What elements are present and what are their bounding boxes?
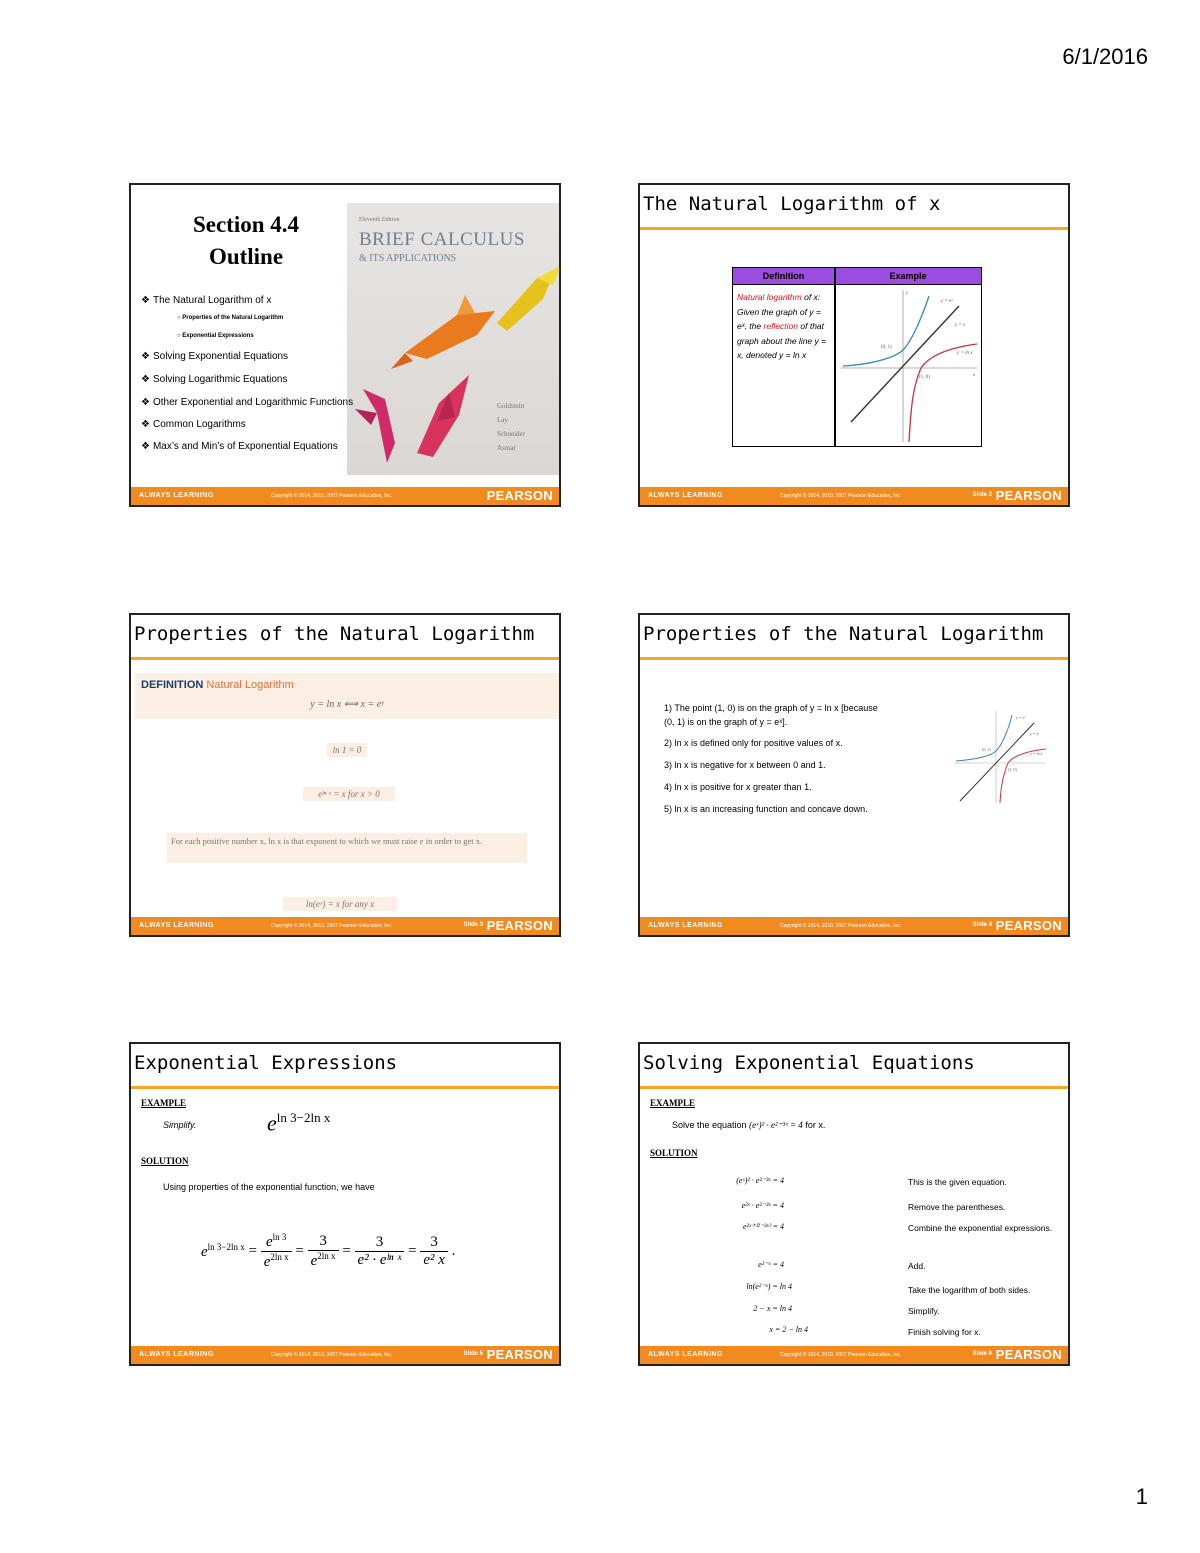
- property-equation: eˡⁿ ˣ = x for x > 0: [303, 787, 395, 801]
- outline-item: ❖ Common Logarithms: [141, 419, 246, 430]
- slide-6-solving-exponential: Solving Exponential Equations EXAMPLE Solve the equation (eˣ)² · e²⁻³ˣ = 4 for x. SOLUTION (eˣ)² · e²⁻³ˣ = 4 This is the given equation. e²ˣ · e²⁻³ˣ = 4 Remove the parentheses. e²ˣ⁺⁽²⁻³ˣ⁾ = 4 Combine the exponential expressions. e²⁻ˣ = 4 Add. ln(e²⁻ˣ) = ln 4 Take the logarithm of both sides. 2 − x = ln 4 Simplify. x = 2 − ln 4 Finish solving for x. ALWAYS LEARNING Copyright © 2014, 2010, 2007 Pearson Education, Inc. Slide 6 PEARSON: [638, 1042, 1070, 1366]
- slide-footer: ALWAYS LEARNING Copyright © 2014, 2010, 2007 Pearson Education, Inc. Slide 6 PEARSON: [640, 1346, 1068, 1364]
- expression: $e^{ln 3-2ln x}$: [267, 1110, 331, 1136]
- list-item: 5) ln x is an increasing function and concave down.: [664, 804, 868, 814]
- example-label: EXAMPLE: [650, 1098, 695, 1108]
- property-text: For each positive number x, ln x is that exponent to which we must raise e in order to get x.: [167, 833, 527, 863]
- list-item: 1) The point (1, 0) is on the graph of y = ln x [because: [664, 703, 878, 713]
- book-title: BRIEF CALCULUS: [359, 229, 525, 250]
- slide-title: Exponential Expressions: [134, 1052, 398, 1074]
- slide-5-exponential-expressions: Exponential Expressions EXAMPLE Simplify. $e^{ln 3-2ln x}$ SOLUTION Using properties of the exponential function, we have $e^{ln 3-2ln x}$ = $\frac{e^{ln 3}}{e^{2ln x}}$ = $\frac{3}{e^{2ln x}}$ = $\frac{3}{\text{e² · eˡⁿ ˣ}}$ = $\frac{3}{\text{e² x}}$ . ALWAYS LEARNING Copyright © 2014, 2010, 2007 Pearson Education, Inc. Slide 5 PEARSON: [129, 1042, 561, 1366]
- diamond-bullet-icon: ❖: [141, 397, 150, 408]
- property-equation: ln(eˣ) = x for any x: [283, 897, 397, 911]
- pearson-logo: PEARSON: [995, 918, 1062, 933]
- step-equation: (eˣ)² · e²⁻³ˣ = 4: [736, 1176, 784, 1185]
- step-note: Remove the parentheses.: [908, 1202, 1006, 1212]
- svg-text:(0, 1): (0, 1): [881, 345, 892, 350]
- page-date: 6/1/2016: [1062, 44, 1148, 69]
- outline-item: ❖ Solving Logarithmic Equations: [141, 374, 288, 385]
- solution-label: SOLUTION: [141, 1156, 189, 1166]
- slide-title: The Natural Logarithm of x: [643, 193, 941, 215]
- svg-text:(1, 0): (1, 0): [919, 375, 930, 380]
- list-item: 4) ln x is positive for x greater than 1.: [664, 782, 812, 792]
- step-note: This is the given equation.: [908, 1177, 1007, 1187]
- outline-item: ❖ The Natural Logarithm of x: [141, 295, 272, 306]
- simplification-equation: $e^{ln 3-2ln x}$ = $\frac{e^{ln 3}}{e^{2ln x}}$ = $\frac{3}{e^{2ln x}}$ = $\frac{3}{\text{e² · eˡⁿ ˣ}}$ = $\frac{3}{\text{e² x}}$ .: [201, 1232, 456, 1270]
- slide-title: Properties of the Natural Logarithm: [134, 623, 535, 645]
- pearson-logo: PEARSON: [995, 488, 1062, 503]
- outline-item: ❖ Solving Exponential Equations: [141, 351, 289, 362]
- circle-bullet-icon: ○: [177, 315, 183, 321]
- title-divider: [131, 1086, 559, 1089]
- step-equation: ln(e²⁻ˣ) = ln 4: [746, 1282, 792, 1291]
- outline-item: ❖ Max’s and Min’s of Exponential Equations: [141, 441, 338, 452]
- svg-text:y = eˣ: y = eˣ: [1016, 715, 1026, 720]
- diamond-bullet-icon: ❖: [141, 295, 150, 306]
- diamond-bullet-icon: ❖: [141, 419, 150, 430]
- slide-footer: ALWAYS LEARNING Copyright © 2014, 2010, 2007 Pearson Education, Inc. Slide 4 PEARSON: [640, 917, 1068, 935]
- ln-graph: [837, 286, 981, 446]
- outline-subitem: ○ Properties of the Natural Logarithm: [177, 315, 284, 321]
- svg-text:(1, 0): (1, 0): [1008, 767, 1017, 772]
- list-item: 2) ln x is defined only for positive values of x.: [664, 738, 843, 748]
- pearson-logo: PEARSON: [486, 918, 553, 933]
- list-item: 3) ln x is negative for x between 0 and 1.: [664, 760, 826, 770]
- slide-title: Properties of the Natural Logarithm: [643, 623, 1044, 645]
- slide-4-properties-list: [638, 613, 1070, 937]
- outline-item: ❖ Other Exponential and Logarithmic Functions: [141, 397, 354, 408]
- title-divider: [640, 1086, 1068, 1089]
- diamond-bullet-icon: ❖: [141, 441, 150, 452]
- section-heading: Section 4.4 Outline: [192, 212, 300, 269]
- svg-text:y = x: y = x: [955, 323, 966, 328]
- table-header-definition: Definition: [733, 268, 834, 285]
- svg-text:y = ln x: y = ln x: [1030, 751, 1043, 756]
- slide-footer: ALWAYS LEARNING Copyright © 2014, 2010, 2007 Pearson Education, Inc. Slide 5 PEARSON: [131, 1346, 559, 1364]
- outline-subitem: ○ Exponential Expressions: [177, 333, 254, 339]
- definition-box: DEFINITION Natural Logarithm y = ln x ⟺ x = eʸ: [135, 673, 559, 719]
- svg-text:y = x: y = x: [1030, 731, 1039, 736]
- slide-1-outline: [129, 183, 561, 507]
- svg-text:x: x: [973, 373, 976, 378]
- diamond-bullet-icon: ❖: [141, 374, 150, 385]
- book-authors: Goldstein Lay Schneider Asmar: [497, 402, 525, 452]
- step-equation: e²ˣ · e²⁻³ˣ = 4: [741, 1201, 784, 1210]
- list-item: (0, 1) is on the graph of y = eˣ].: [664, 717, 788, 727]
- title-divider: [640, 227, 1068, 230]
- table-header-example: Example: [835, 268, 981, 285]
- pearson-logo: PEARSON: [486, 1347, 553, 1362]
- diamond-bullet-icon: ❖: [141, 351, 150, 362]
- step-equation: e²ˣ⁺⁽²⁻³ˣ⁾ = 4: [742, 1222, 784, 1231]
- title-divider: [640, 657, 1068, 660]
- svg-text:y: y: [906, 291, 909, 296]
- ln-graph-small: [952, 709, 1048, 805]
- step-note: Finish solving for x.: [908, 1327, 981, 1337]
- step-equation: 2 − x = ln 4: [753, 1304, 792, 1313]
- pearson-logo: PEARSON: [486, 488, 553, 503]
- step-note: Combine the exponential expressions.: [908, 1223, 1053, 1233]
- definition-text: Natural logarithm of x: Given the graph of y = eˣ, the reflection of that graph about the line y = x, denoted y = ln x: [737, 292, 827, 360]
- slide-footer: ALWAYS LEARNING Copyright © 2014, 2010, 2007 Pearson Education, Inc. PEARSON: [131, 487, 559, 505]
- step-equation: e²⁻ˣ = 4: [758, 1260, 784, 1269]
- svg-text:y = eˣ: y = eˣ: [941, 299, 953, 304]
- step-note: Add.: [908, 1261, 926, 1271]
- step-note: Simplify.: [908, 1306, 940, 1316]
- definition-table: [732, 267, 982, 447]
- pearson-logo: PEARSON: [995, 1347, 1062, 1362]
- example-label: EXAMPLE: [141, 1098, 186, 1108]
- slide-footer: ALWAYS LEARNING Copyright © 2014, 2010, 2007 Pearson Education, Inc. Slide 3 PEARSON: [131, 917, 559, 935]
- property-equation: ln 1 = 0: [327, 743, 367, 757]
- circle-bullet-icon: ○: [177, 333, 183, 339]
- page-number: 1: [1135, 1484, 1148, 1509]
- svg-text:(0, 1): (0, 1): [982, 747, 991, 752]
- title-divider: [131, 657, 559, 660]
- solution-label: SOLUTION: [650, 1148, 698, 1158]
- book-cover: Eleventh Edition BRIEF CALCULUS & ITS APPLICATIONS Goldstein Lay Schneider Asmar: [347, 203, 561, 475]
- step-note: Take the logarithm of both sides.: [908, 1285, 1031, 1295]
- step-equation: x = 2 − ln 4: [769, 1325, 808, 1334]
- slide-2-natural-log: [638, 183, 1070, 507]
- slide-footer: ALWAYS LEARNING Copyright © 2014, 2010, 2007 Pearson Education, Inc. Slide 2 PEARSON: [640, 487, 1068, 505]
- slide-title: Solving Exponential Equations: [643, 1052, 975, 1074]
- svg-text:y = ln x: y = ln x: [957, 351, 973, 356]
- slide-3-properties: [129, 613, 561, 937]
